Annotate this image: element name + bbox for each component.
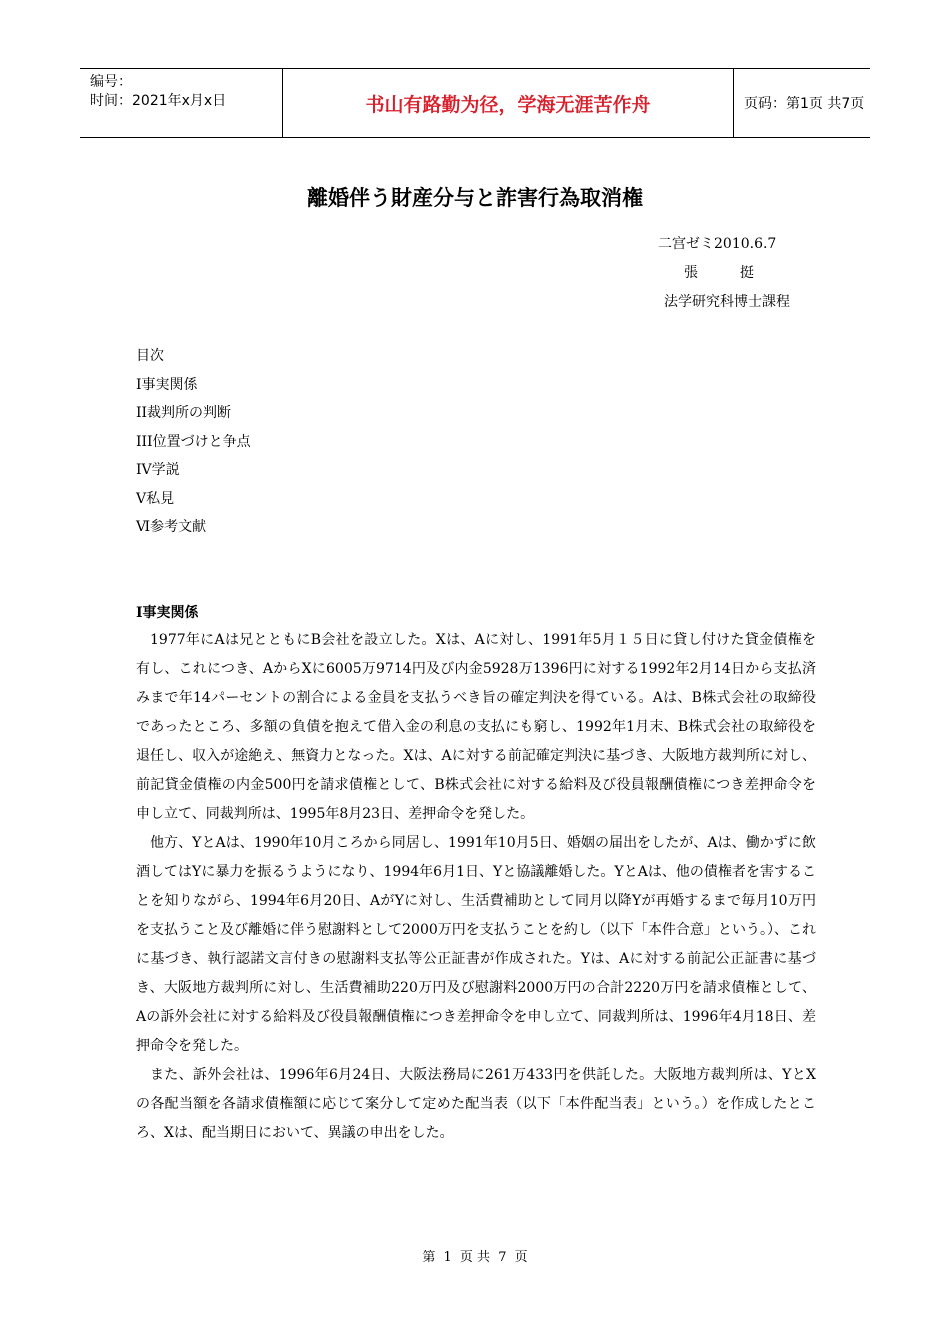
- toc-item: Ⅵ参考文献: [136, 519, 207, 535]
- toc-item: I事実関係: [136, 376, 198, 393]
- header-meta-cell: [80, 69, 282, 137]
- toc-item: Ⅴ私見: [136, 490, 175, 507]
- author-block: [652, 230, 790, 317]
- author-name: 張 挺: [684, 265, 754, 281]
- header-page-info: 页码：第1页 共7页: [744, 96, 865, 112]
- document-date-label: 时间：2021年x月x日: [90, 93, 227, 109]
- toc-item: IV学説: [136, 462, 180, 478]
- footer-page-number: 1: [443, 1250, 452, 1265]
- table-of-contents: [136, 342, 251, 542]
- body-paragraph: 他方、YとAは、1990年10月ころから同居し、1991年10月5日、婚姻の届出をしたが、Aは、働かずに飲酒してはYに暴力を振るうようになり、1994年6月1日、Yと協議離婚した。YとAは、他の債権者を害することを知りながら、1994年6月20日、AがYに対し、生活費補助として同月以降Yが再婚するまで毎月10万円を支払うこと及び離婚に伴う慰謝料として2000万円を支払うことを約し（以下「本件合意」という。）、これに基づき、執行認諾文言付きの慰謝料支払等公正証書が作成された。Yは、Aに対する前記公正証書に基づき、大阪地方裁判所に対し、生活費補助220万円及び慰謝料2000万円の合計2220万円を請求債権として、Aの訴外会社に対する給料及び役員報酬債権につき差押命令を申し立て、同裁判所は、1996年4月18日、差押命令を発した。: [136, 835, 816, 1054]
- footer-prefix: 第: [422, 1250, 436, 1265]
- toc-item: III位置づけと争点: [136, 433, 251, 450]
- author-affiliation: 法学研究科博士課程: [664, 294, 790, 310]
- body-paragraph: 1977年にAは兄とともにB会社を設立した。Xは、Aに対し、1991年5月１５日に貸し付けた貸金債権を有し、これにつき、AからXに6005万9714円及び内金5928万1396円に対する1992年2月14日から支払済みまで年14パーセントの割合による金員を支払うべき旨の確定判決を得ている。Aは、B株式会社の取締役であったところ、多額の負債を抱えて借入金の利息の支払にも窮し、1992年1月末、B株式会社の取締役を退任し、収入が途絶え、無資力となった。Xは、Aに対する前記確定判決に基づき、大阪地方裁判所に対し、前記貸金債権の内金500円を請求債権として、B株式会社に対する給料及び役員報酬債権につき差押命令を申し立て、同裁判所は、1995年8月23日、差押命令を発した。: [136, 632, 816, 822]
- header-table: [80, 68, 870, 138]
- header-motto: 书山有路勤为径，学海无涯苦作舟: [282, 69, 734, 137]
- page-footer: [0, 1246, 950, 1265]
- document-number-label: 编号：: [90, 74, 132, 90]
- footer-suffix: 页: [514, 1250, 528, 1265]
- footer-middle: 页 共: [459, 1250, 491, 1265]
- author-seminar-date: 二宫ゼミ2010.6.7: [658, 236, 777, 252]
- toc-item: II裁判所の判断: [136, 405, 232, 421]
- footer-total-pages: 7: [498, 1250, 507, 1265]
- section-body: [136, 626, 816, 1148]
- body-paragraph: また、訴外会社は、1996年6月24日、大阪法務局に261万433円を供託した。大阪地方裁判所は、YとXの各配当額を各請求債権額に応じて案分して定めた配当表（以下「本件配当表」という。）を作成したところ、Xは、配当期日において、異議の申出をした。: [136, 1067, 816, 1141]
- toc-heading: 目次: [136, 348, 164, 364]
- document-title: 離婚伴う財産分与と詐害行為取消権: [307, 186, 643, 210]
- section-heading: I事実関係: [136, 605, 199, 621]
